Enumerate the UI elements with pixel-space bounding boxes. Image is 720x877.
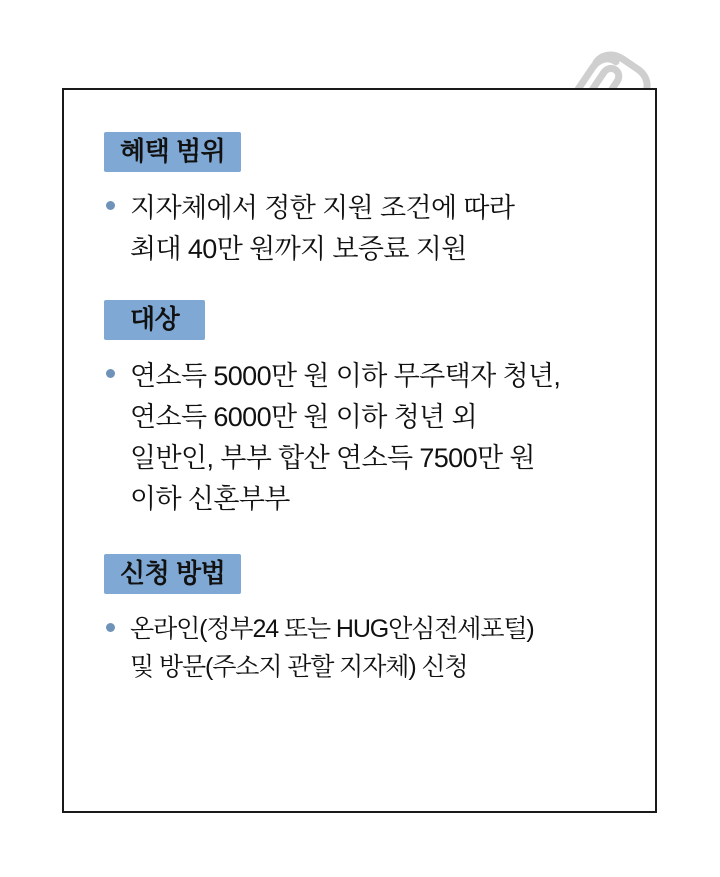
section-body [104, 610, 615, 686]
info-card [62, 88, 657, 813]
section-tag: 신청 방법 [104, 554, 241, 594]
bullet-icon [106, 369, 115, 378]
section-benefit-scope [104, 132, 615, 270]
bullet-icon [106, 623, 115, 632]
body-line: 온라인(정부24 또는 HUG안심전세포털) [130, 615, 534, 644]
section-tag: 혜택 범위 [104, 132, 241, 172]
spacer [104, 274, 615, 300]
body-line: 연소득 6000만 원 이하 청년 외 [130, 402, 477, 433]
section-body [104, 356, 615, 520]
body-line: 연소득 5000만 원 이하 무주택자 청년, [130, 361, 561, 392]
card-content [64, 90, 655, 686]
bullet-icon [106, 201, 115, 210]
section-body [104, 188, 615, 270]
spacer [104, 524, 615, 554]
body-line: 이하 신혼부부 [130, 484, 290, 515]
body-line: 최대 40만 원까지 보증료 지원 [130, 234, 467, 265]
section-tag: 대상 [104, 300, 205, 340]
body-line: 일반인, 부부 합산 연소득 7500만 원 [130, 443, 535, 474]
body-line: 지자체에서 정한 지원 조건에 따라 [130, 193, 515, 223]
body-line: 및 방문(주소지 관할 지자체) 신청 [130, 653, 468, 682]
section-application-method [104, 554, 615, 686]
section-target [104, 300, 615, 520]
